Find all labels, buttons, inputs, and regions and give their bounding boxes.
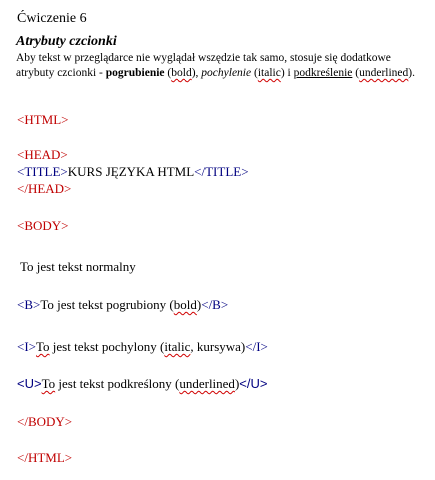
intro-italic-word: pochylenie	[201, 67, 252, 79]
intro-text-6: (	[352, 67, 360, 79]
code-html-close: </HTML>	[17, 450, 73, 465]
code-u-text-2: )	[234, 376, 240, 391]
code-italic-line	[17, 339, 268, 355]
code-i-word-2: italic	[164, 339, 191, 354]
code-i-text-2: , kursywa)	[190, 339, 246, 354]
code-head-open: <HEAD>	[17, 147, 68, 162]
code-i-open: <I>	[17, 339, 36, 354]
intro-text-2: (	[164, 67, 172, 79]
code-head-close: </HEAD>	[17, 181, 72, 196]
intro-paragraph	[16, 51, 428, 81]
intro-bold-en: bold	[171, 67, 192, 79]
code-title-text: KURS JĘZYKA HTML	[67, 164, 195, 179]
code-body-open: <BODY>	[17, 218, 69, 233]
code-i-text-1: jest tekst pochylony (	[49, 339, 165, 354]
intro-underline-word: podkreślenie	[293, 67, 353, 79]
code-i-word-1: To	[36, 339, 50, 354]
intro-text-7: ).	[408, 67, 415, 79]
code-bold-line	[17, 297, 228, 313]
intro-text-5: ) i	[280, 67, 294, 79]
code-body-close: </BODY>	[17, 414, 73, 429]
code-title-line	[17, 164, 249, 180]
code-b-text-2: )	[196, 297, 202, 312]
section-subtitle: Atrybuty czcionki	[16, 34, 117, 49]
code-html-open: <HTML>	[17, 112, 69, 127]
intro-italic-en: italic	[257, 67, 281, 79]
code-title-close: </TITLE>	[194, 164, 249, 179]
code-b-open: <B>	[17, 297, 41, 312]
intro-bold-word: pogrubienie	[105, 67, 165, 79]
code-u-close: </U>	[239, 376, 268, 391]
code-u-text-1: jest tekst podkreślony (	[55, 376, 180, 391]
intro-text-1: Aby tekst w przeglądarce nie wyglądał wszędzie tak samo, stosuje się dodatkowe atrybuty czcionki -	[16, 52, 391, 79]
intro-text-4: (	[251, 67, 258, 79]
code-title-open: <TITLE>	[17, 164, 68, 179]
code-b-text-1: To jest tekst pogrubiony (	[40, 297, 174, 312]
exercise-title: Ćwiczenie 6	[17, 11, 87, 26]
code-normal-text: To jest tekst normalny	[20, 259, 136, 274]
intro-text-3: ),	[191, 67, 202, 79]
code-b-close: </B>	[201, 297, 229, 312]
intro-underline-en: underlined	[359, 67, 409, 79]
code-underline-line	[17, 376, 267, 392]
code-u-open: <U>	[17, 376, 42, 391]
code-b-word: bold	[173, 297, 197, 312]
code-i-close: </I>	[245, 339, 268, 354]
code-u-word-2: underlined	[179, 376, 235, 391]
code-u-word-1: To	[41, 376, 56, 391]
